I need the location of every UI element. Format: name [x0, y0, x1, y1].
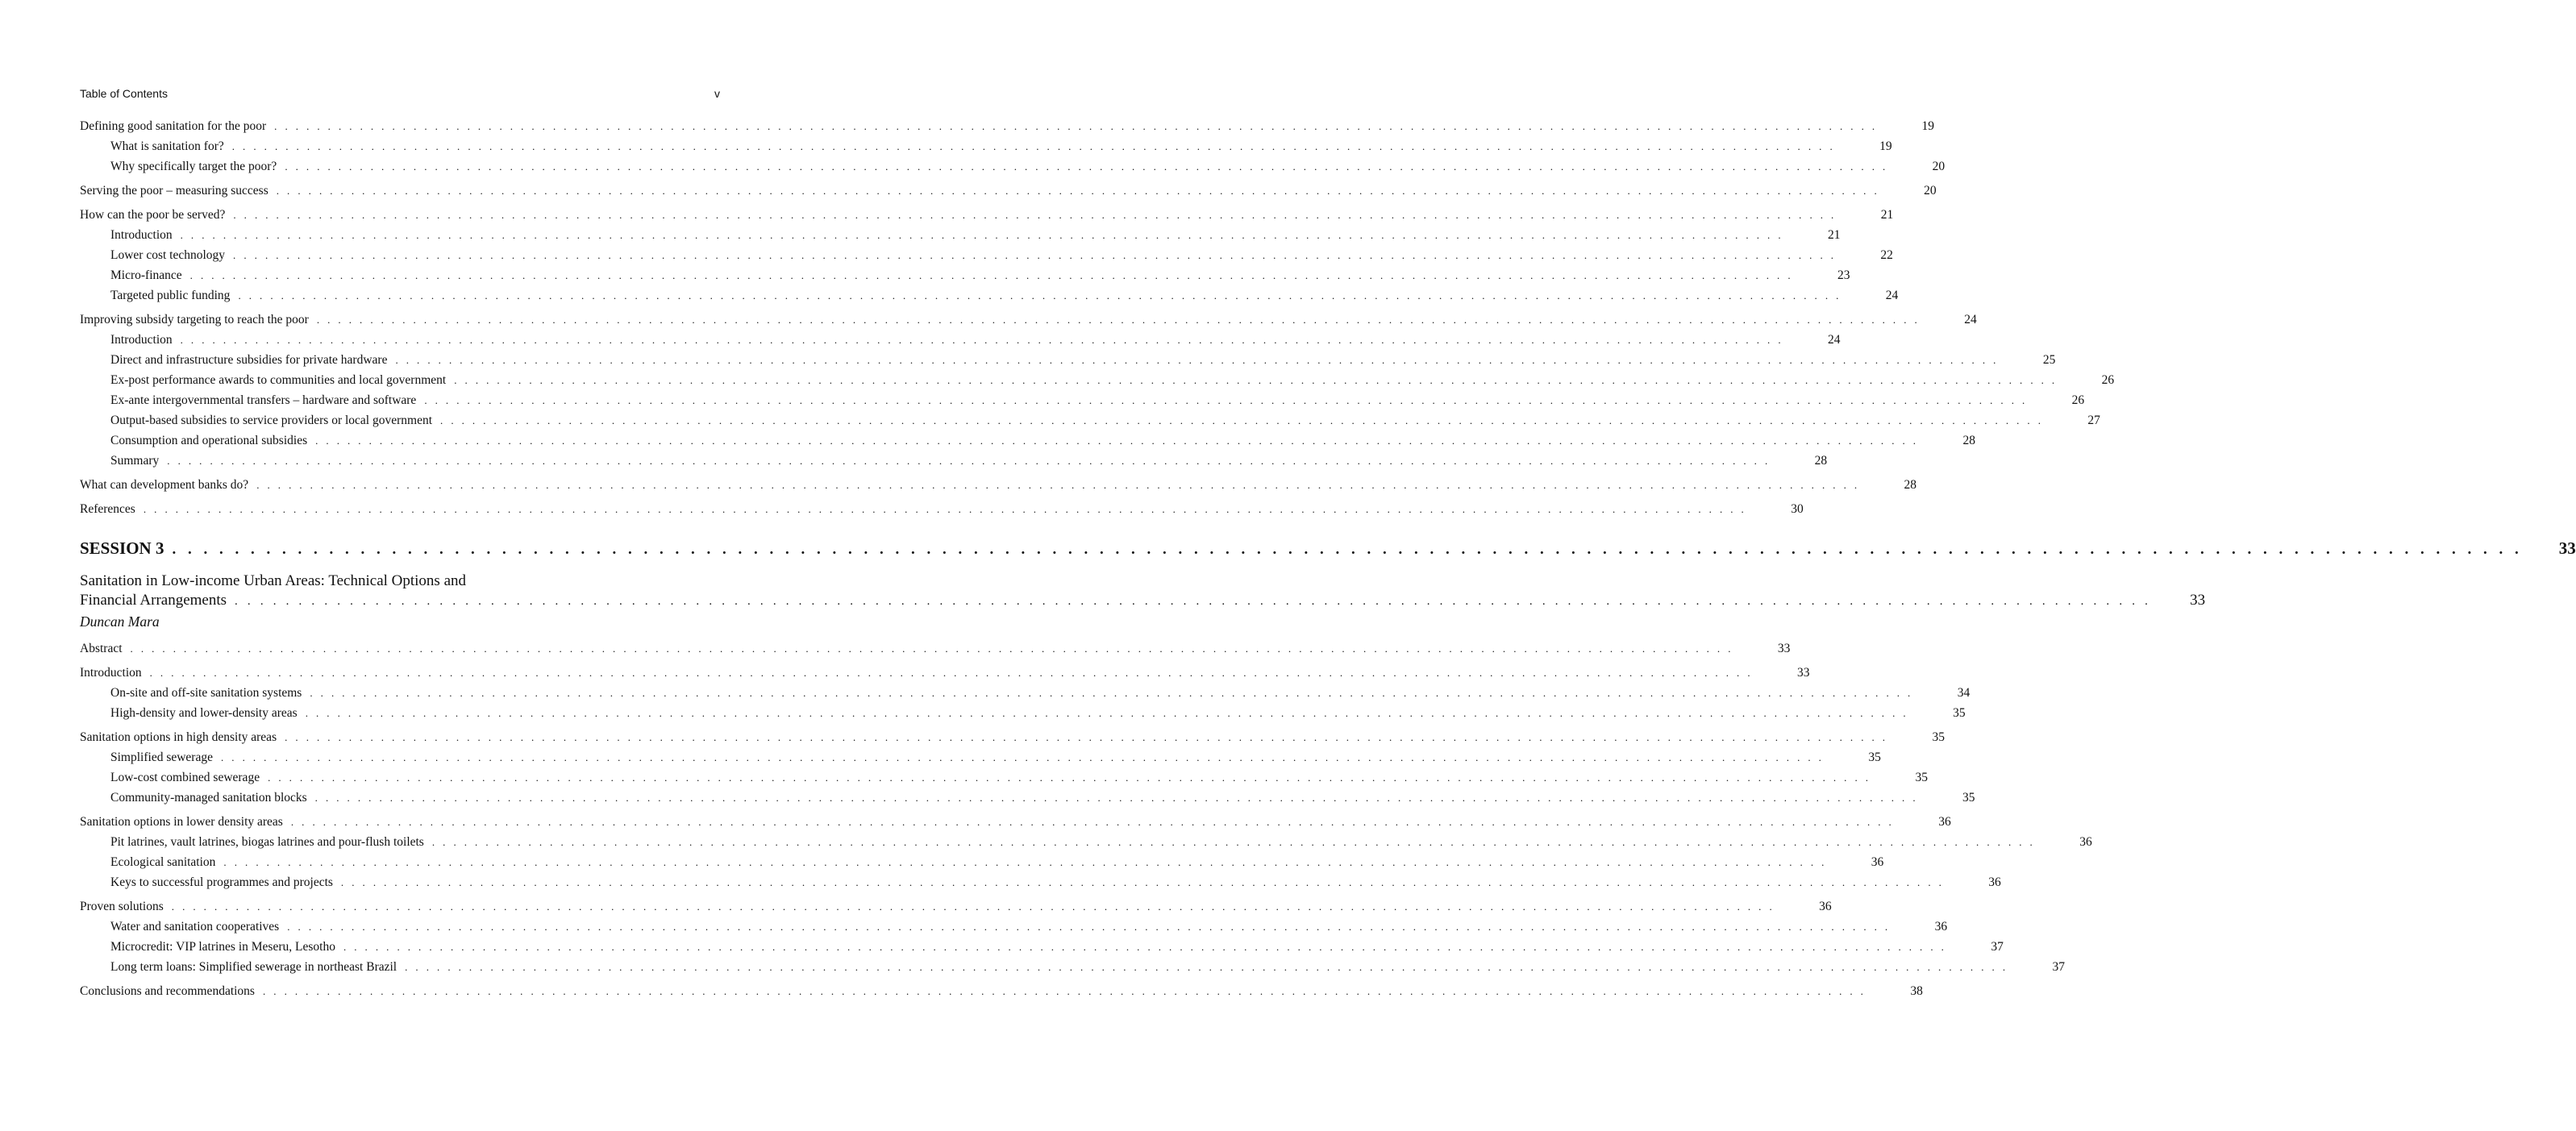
toc-entry-page: 33	[1777, 642, 1791, 655]
toc-entry[interactable]	[80, 896, 1832, 917]
toc-entry-title: Low-cost combined sewerage	[110, 771, 260, 784]
toc-entry-page: 35	[1932, 730, 1945, 744]
dot-leader: . . . . . . . . . . . . . . . . . . . . . . . . . . . . . . . . . . . . . . . . . . . . . . . . . . . . . . . . . . . . . . . . . . . . . . . . . . . . . . . . . . . . . . . . . . . . . . . . . . . . . . . . . . . . . . . . . . . . . . . . . . . . . . . . . . . . . . . . . . . . . . . . . . . . . .	[274, 120, 1878, 132]
dot-leader: . . . . . . . . . . . . . . . . . . . . . . . . . . . . . . . . . . . . . . . . . . . . . . . . . . . . . . . . . . . . . . . . . . . . . . . . . . . . . . . . . . . . . . . . . . . . . . . . . . . . . . . . . . . . . . . . . . . . . . . . . . . . . . . . . . . . . . . . . . . . . . . . . . . . . .	[256, 479, 1860, 491]
dot-leader: . . . . . . . . . . . . . . . . . . . . . . . . . . . . . . . . . . . . . . . . . . . . . . . . . . . . . . . . . . . . . . . . . . . . . . . . . . . . . . . . . . . . . . . . . . . . . . . . . . . . . . . . . . . . . . . . . . . . . . . . . . . . . . . . . . . . . . . . . . . . . . . . . . . . . .	[424, 394, 2028, 406]
toc-entry[interactable]	[80, 225, 1841, 245]
toc-entry-page: 20	[1924, 184, 1937, 198]
toc-entry[interactable]	[80, 310, 1977, 330]
toc-entry-title: Abstract	[80, 642, 123, 655]
dot-leader: . . . . . . . . . . . . . . . . . . . . . . . . . . . . . . . . . . . . . . . . . . . . . . . . . . . . . . . . . . . . . . . . . . . . . . . . . . . . . . . . . . . . . . . . . . . . . . . . . . . . . . . . . . . . . . . . . . . . . . . . . . . . . . . . . . . . . . . . . . . . . . . . . . . . . .	[231, 140, 1836, 152]
dot-leader: . . . . . . . . . . . . . . . . . . . . . . . . . . . . . . . . . . . . . . . . . . . . . . . . . . . . . . . . . . . . . . . . . . . . . . . . . . . . . . . . . . . . . . . . . . . . . . . . . . . . . . . . . . . . . . . . . . . . . . . . . . . . . . . . . . . . . . . . . . . . . . . . . . . . . .	[172, 541, 2523, 558]
toc-entry-page: 37	[1991, 940, 2004, 954]
toc-entry[interactable]	[80, 370, 2115, 390]
dot-leader: . . . . . . . . . . . . . . . . . . . . . . . . . . . . . . . . . . . . . . . . . . . . . . . . . . . . . . . . . . . . . . . . . . . . . . . . . . . . . . . . . . . . . . . . . . . . . . . . . . . . . . . . . . . . . . . . . . . . . . . . . . . . . . . . . . . . . . . . . . . . . . . . . . . . . .	[454, 374, 2058, 386]
toc-entry-page: 20	[1932, 160, 1946, 173]
chapter-page: 33	[2190, 592, 2206, 609]
dot-leader: . . . . . . . . . . . . . . . . . . . . . . . . . . . . . . . . . . . . . . . . . . . . . . . . . . . . . . . . . . . . . . . . . . . . . . . . . . . . . . . . . . . . . . . . . . . . . . . . . . . . . . . . . . . . . . . . . . . . . . . . . . . . . . . . . . . . . . . . . . . . . . . . . . . . . .	[285, 160, 1888, 173]
chapter-heading[interactable]	[80, 572, 2206, 630]
page-number: v	[714, 87, 720, 100]
toc-entry-page: 37	[2052, 960, 2065, 974]
running-header	[80, 87, 720, 100]
dot-leader: . . . . . . . . . . . . . . . . . . . . . . . . . . . . . . . . . . . . . . . . . . . . . . . . . . . . . . . . . . . . . . . . . . . . . . . . . . . . . . . . . . . . . . . . . . . . . . . . . . . . . . . . . . . . . . . . . . . . . . . . . . . . . . . . . . . . . . . . . . . . . . . . . . . . . .	[405, 961, 2008, 973]
toc-entry-page: 27	[2087, 414, 2100, 427]
toc-entry-title: Improving subsidy targeting to reach the poor	[80, 313, 309, 326]
toc-entry-page: 36	[2079, 835, 2092, 849]
toc-entry-page: 30	[1791, 502, 1804, 516]
toc-entry-title: Serving the poor – measuring success	[80, 184, 268, 198]
dot-leader: . . . . . . . . . . . . . . . . . . . . . . . . . . . . . . . . . . . . . . . . . . . . . . . . . . . . . . . . . . . . . . . . . . . . . . . . . . . . . . . . . . . . . . . . . . . . . . . . . . . . . . . . . . . . . . . . . . . . . . . . . . . . . . . . . . . . . . . . . . . . . . . . . . . . . .	[235, 595, 2152, 608]
toc-entry-page: 35	[1953, 706, 1966, 720]
chapter-title-line1: Sanitation in Low-income Urban Areas: Technical Options and	[80, 572, 467, 589]
toc-entry-title: Introduction	[110, 333, 173, 347]
toc-entry-title: Direct and infrastructure subsidies for private hardware	[110, 353, 388, 367]
dot-leader: . . . . . . . . . . . . . . . . . . . . . . . . . . . . . . . . . . . . . . . . . . . . . . . . . . . . . . . . . . . . . . . . . . . . . . . . . . . . . . . . . . . . . . . . . . . . . . . . . . . . . . . . . . . . . . . . . . . . . . . . . . . . . . . . . . . . . . . . . . . . . . . . . . . . . .	[395, 354, 1999, 366]
dot-leader: . . . . . . . . . . . . . . . . . . . . . . . . . . . . . . . . . . . . . . . . . . . . . . . . . . . . . . . . . . . . . . . . . . . . . . . . . . . . . . . . . . . . . . . . . . . . . . . . . . . . . . . . . . . . . . . . . . . . . . . . . . . . . . . . . . . . . . . . . . . . . . . . . . . . . .	[220, 751, 1825, 763]
dot-leader: . . . . . . . . . . . . . . . . . . . . . . . . . . . . . . . . . . . . . . . . . . . . . . . . . . . . . . . . . . . . . . . . . . . . . . . . . . . . . . . . . . . . . . . . . . . . . . . . . . . . . . . . . . . . . . . . . . . . . . . . . . . . . . . . . . . . . . . . . . . . . . . . . . . . . .	[171, 900, 1775, 913]
dot-leader: . . . . . . . . . . . . . . . . . . . . . . . . . . . . . . . . . . . . . . . . . . . . . . . . . . . . . . . . . . . . . . . . . . . . . . . . . . . . . . . . . . . . . . . . . . . . . . . . . . . . . . . . . . . . . . . . . . . . . . . . . . . . . . . . . . . . . . . . . . . . . . . . . . . . . .	[287, 921, 1891, 933]
toc-entry[interactable]	[80, 430, 1975, 451]
toc-entry[interactable]	[80, 767, 1928, 788]
toc-entry-title: Introduction	[110, 228, 173, 242]
toc-entry-title: Consumption and operational subsidies	[110, 434, 308, 447]
toc-entry[interactable]	[80, 475, 1917, 495]
toc-entry-title: What can development banks do?	[80, 478, 249, 492]
toc-entry-title: Output-based subsidies to service providers or local government	[110, 414, 433, 427]
dot-leader: . . . . . . . . . . . . . . . . . . . . . . . . . . . . . . . . . . . . . . . . . . . . . . . . . . . . . . . . . . . . . . . . . . . . . . . . . . . . . . . . . . . . . . . . . . . . . . . . . . . . . . . . . . . . . . . . . . . . . . . . . . . . . . . . . . . . . . . . . . . . . . . . . . . . . .	[143, 503, 1747, 515]
toc-entry-page: 28	[1904, 478, 1917, 492]
chapter-title-line2: Financial Arrangements	[80, 592, 227, 609]
toc-entry[interactable]	[80, 451, 1828, 471]
toc-entry-title: Proven solutions	[80, 900, 164, 913]
toc-entry-title: Community-managed sanitation blocks	[110, 791, 307, 805]
toc-entry-page: 36	[1938, 815, 1951, 829]
dot-leader: . . . . . . . . . . . . . . . . . . . . . . . . . . . . . . . . . . . . . . . . . . . . . . . . . . . . . . . . . . . . . . . . . . . . . . . . . . . . . . . . . . . . . . . . . . . . . . . . . . . . . . . . . . . . . . . . . . . . . . . . . . . . . . . . . . . . . . . . . . . . . . . . . . . . . .	[314, 792, 1919, 804]
toc-entry-page: 19	[1879, 139, 1892, 153]
toc-entry-title: Conclusions and recommendations	[80, 984, 255, 998]
toc-entry[interactable]	[80, 245, 1893, 265]
toc-entry-page: 36	[1819, 900, 1832, 913]
toc-entry[interactable]	[80, 683, 1970, 703]
toc-entry-title: Ecological sanitation	[110, 855, 216, 869]
toc-entry[interactable]	[80, 747, 1881, 767]
toc-entry-title: Long term loans: Simplified sewerage in northeast Brazil	[110, 960, 397, 974]
toc-entry[interactable]	[80, 156, 1946, 177]
dot-leader: . . . . . . . . . . . . . . . . . . . . . . . . . . . . . . . . . . . . . . . . . . . . . . . . . . . . . . . . . . . . . . . . . . . . . . . . . . . . . . . . . . . . . . . . . . . . . . . . . . . . . . . . . . . . . . . . . . . . . . . . . . . . . . . . . . . . . . . . . . . . . . . . . . . . . .	[167, 455, 1771, 467]
toc-entry-title: Targeted public funding	[110, 289, 231, 302]
dot-leader: . . . . . . . . . . . . . . . . . . . . . . . . . . . . . . . . . . . . . . . . . . . . . . . . . . . . . . . . . . . . . . . . . . . . . . . . . . . . . . . . . . . . . . . . . . . . . . . . . . . . . . . . . . . . . . . . . . . . . . . . . . . . . . . . . . . . . . . . . . . . . . . . . . . . . .	[233, 209, 1837, 221]
toc-entry-title: Introduction	[80, 666, 142, 680]
dot-leader: . . . . . . . . . . . . . . . . . . . . . . . . . . . . . . . . . . . . . . . . . . . . . . . . . . . . . . . . . . . . . . . . . . . . . . . . . . . . . . . . . . . . . . . . . . . . . . . . . . . . . . . . . . . . . . . . . . . . . . . . . . . . . . . . . . . . . . . . . . . . . . . . . . . . . .	[285, 731, 1888, 743]
toc-entry[interactable]	[80, 981, 1923, 1001]
toc-entry[interactable]	[80, 917, 1948, 937]
toc-entry[interactable]	[80, 727, 1945, 747]
toc-entry-title: Pit latrines, vault latrines, biogas latrines and pour-flush toilets	[110, 835, 424, 849]
dot-leader: . . . . . . . . . . . . . . . . . . . . . . . . . . . . . . . . . . . . . . . . . . . . . . . . . . . . . . . . . . . . . . . . . . . . . . . . . . . . . . . . . . . . . . . . . . . . . . . . . . . . . . . . . . . . . . . . . . . . . . . . . . . . . . . . . . . . . . . . . . . . . . . . . . . . . .	[316, 314, 1921, 326]
toc-entry[interactable]	[80, 285, 1899, 306]
toc-entry[interactable]	[80, 205, 1894, 225]
dot-leader: . . . . . . . . . . . . . . . . . . . . . . . . . . . . . . . . . . . . . . . . . . . . . . . . . . . . . . . . . . . . . . . . . . . . . . . . . . . . . . . . . . . . . . . . . . . . . . . . . . . . . . . . . . . . . . . . . . . . . . . . . . . . . . . . . . . . . . . . . . . . . . . . . . . . . .	[315, 435, 1919, 447]
dot-leader: . . . . . . . . . . . . . . . . . . . . . . . . . . . . . . . . . . . . . . . . . . . . . . . . . . . . . . . . . . . . . . . . . . . . . . . . . . . . . . . . . . . . . . . . . . . . . . . . . . . . . . . . . . . . . . . . . . . . . . . . . . . . . . . . . . . . . . . . . . . . . . . . . . . . . .	[431, 836, 2036, 848]
toc-entry-page: 36	[1988, 875, 2001, 889]
toc-entry[interactable]	[80, 788, 1975, 808]
running-title: Table of Contents	[80, 87, 168, 100]
toc-entry-page: 26	[2101, 373, 2115, 387]
toc-entry[interactable]	[80, 703, 1966, 723]
toc-entry-page: 22	[1880, 248, 1893, 262]
dot-leader: . . . . . . . . . . . . . . . . . . . . . . . . . . . . . . . . . . . . . . . . . . . . . . . . . . . . . . . . . . . . . . . . . . . . . . . . . . . . . . . . . . . . . . . . . . . . . . . . . . . . . . . . . . . . . . . . . . . . . . . . . . . . . . . . . . . . . . . . . . . . . . . . . . . . . .	[310, 687, 1913, 699]
toc-entry-page: 28	[1962, 434, 1975, 447]
dot-leader: . . . . . . . . . . . . . . . . . . . . . . . . . . . . . . . . . . . . . . . . . . . . . . . . . . . . . . . . . . . . . . . . . . . . . . . . . . . . . . . . . . . . . . . . . . . . . . . . . . . . . . . . . . . . . . . . . . . . . . . . . . . . . . . . . . . . . . . . . . . . . . . . . . . . . .	[189, 269, 1794, 281]
toc-entry[interactable]	[80, 265, 1850, 285]
toc-entry-title: Summary	[110, 454, 160, 468]
dot-leader: . . . . . . . . . . . . . . . . . . . . . . . . . . . . . . . . . . . . . . . . . . . . . . . . . . . . . . . . . . . . . . . . . . . . . . . . . . . . . . . . . . . . . . . . . . . . . . . . . . . . . . . . . . . . . . . . . . . . . . . . . . . . . . . . . . . . . . . . . . . . . . . . . . . . . .	[180, 229, 1783, 241]
toc-entry-title: Lower cost technology	[110, 248, 226, 262]
toc-entry[interactable]	[80, 181, 1937, 201]
toc-entry[interactable]	[80, 330, 1841, 350]
dot-leader: . . . . . . . . . . . . . . . . . . . . . . . . . . . . . . . . . . . . . . . . . . . . . . . . . . . . . . . . . . . . . . . . . . . . . . . . . . . . . . . . . . . . . . . . . . . . . . . . . . . . . . . . . . . . . . . . . . . . . . . . . . . . . . . . . . . . . . . . . . . . . . . . . . . . . .	[130, 642, 1733, 655]
toc-entry-title: Sanitation options in lower density areas	[80, 815, 283, 829]
toc-entry-page: 35	[1962, 791, 1975, 805]
toc-entry[interactable]	[80, 638, 1791, 659]
toc-entry-page: 21	[1880, 208, 1894, 222]
toc-entry-title: On-site and off-site sanitation systems	[110, 686, 302, 700]
dot-leader: . . . . . . . . . . . . . . . . . . . . . . . . . . . . . . . . . . . . . . . . . . . . . . . . . . . . . . . . . . . . . . . . . . . . . . . . . . . . . . . . . . . . . . . . . . . . . . . . . . . . . . . . . . . . . . . . . . . . . . . . . . . . . . . . . . . . . . . . . . . . . . . . . . . . . .	[305, 707, 1909, 719]
toc-entry-title: Sanitation options in high density areas	[80, 730, 277, 744]
toc-entry-title: Micro-finance	[110, 268, 182, 282]
toc-entry-title: Ex-ante intergovernmental transfers – hardware and software	[110, 393, 417, 407]
toc-entry-page: 24	[1964, 313, 1977, 326]
dot-leader: . . . . . . . . . . . . . . . . . . . . . . . . . . . . . . . . . . . . . . . . . . . . . . . . . . . . . . . . . . . . . . . . . . . . . . . . . . . . . . . . . . . . . . . . . . . . . . . . . . . . . . . . . . . . . . . . . . . . . . . . . . . . . . . . . . . . . . . . . . . . . . . . . . . . . .	[340, 876, 1945, 888]
toc-entry[interactable]	[80, 872, 2001, 892]
toc-section-3	[80, 638, 2092, 1001]
toc-entry[interactable]	[80, 832, 2092, 852]
dot-leader: . . . . . . . . . . . . . . . . . . . . . . . . . . . . . . . . . . . . . . . . . . . . . . . . . . . . . . . . . . . . . . . . . . . . . . . . . . . . . . . . . . . . . . . . . . . . . . . . . . . . . . . . . . . . . . . . . . . . . . . . . . . . . . . . . . . . . . . . . . . . . . . . . . . . . .	[290, 816, 1895, 828]
toc-entry[interactable]	[80, 957, 2065, 977]
dot-leader: . . . . . . . . . . . . . . . . . . . . . . . . . . . . . . . . . . . . . . . . . . . . . . . . . . . . . . . . . . . . . . . . . . . . . . . . . . . . . . . . . . . . . . . . . . . . . . . . . . . . . . . . . . . . . . . . . . . . . . . . . . . . . . . . . . . . . . . . . . . . . . . . . . . . . .	[223, 856, 1827, 868]
toc-entry-page: 35	[1915, 771, 1928, 784]
dot-leader: . . . . . . . . . . . . . . . . . . . . . . . . . . . . . . . . . . . . . . . . . . . . . . . . . . . . . . . . . . . . . . . . . . . . . . . . . . . . . . . . . . . . . . . . . . . . . . . . . . . . . . . . . . . . . . . . . . . . . . . . . . . . . . . . . . . . . . . . . . . . . . . . . . . . . .	[238, 289, 1841, 301]
dot-leader: . . . . . . . . . . . . . . . . . . . . . . . . . . . . . . . . . . . . . . . . . . . . . . . . . . . . . . . . . . . . . . . . . . . . . . . . . . . . . . . . . . . . . . . . . . . . . . . . . . . . . . . . . . . . . . . . . . . . . . . . . . . . . . . . . . . . . . . . . . . . . . . . . . . . . .	[440, 414, 2044, 426]
dot-leader: . . . . . . . . . . . . . . . . . . . . . . . . . . . . . . . . . . . . . . . . . . . . . . . . . . . . . . . . . . . . . . . . . . . . . . . . . . . . . . . . . . . . . . . . . . . . . . . . . . . . . . . . . . . . . . . . . . . . . . . . . . . . . . . . . . . . . . . . . . . . . . . . . . . . . .	[268, 771, 1871, 784]
toc-entry-page: 26	[2071, 393, 2085, 407]
toc-entry-title: Defining good sanitation for the poor	[80, 119, 267, 133]
toc-entry-page: 24	[1827, 333, 1841, 347]
toc-entry-title: Keys to successful programmes and projects	[110, 875, 333, 889]
toc-entry-page: 19	[1921, 119, 1935, 133]
dot-leader: . . . . . . . . . . . . . . . . . . . . . . . . . . . . . . . . . . . . . . . . . . . . . . . . . . . . . . . . . . . . . . . . . . . . . . . . . . . . . . . . . . . . . . . . . . . . . . . . . . . . . . . . . . . . . . . . . . . . . . . . . . . . . . . . . . . . . . . . . . . . . . . . . . . . . .	[180, 334, 1783, 346]
toc-entry[interactable]	[80, 663, 1810, 683]
toc-entry[interactable]	[80, 852, 1884, 872]
dot-leader: . . . . . . . . . . . . . . . . . . . . . . . . . . . . . . . . . . . . . . . . . . . . . . . . . . . . . . . . . . . . . . . . . . . . . . . . . . . . . . . . . . . . . . . . . . . . . . . . . . . . . . . . . . . . . . . . . . . . . . . . . . . . . . . . . . . . . . . . . . . . . . . . . . . . . .	[343, 941, 1947, 953]
session-page: 33	[2558, 538, 2576, 558]
chapter-author: Duncan Mara	[80, 613, 160, 630]
toc-entry-title: How can the poor be served?	[80, 208, 226, 222]
toc-entry-page: 28	[1814, 454, 1828, 468]
toc-entry[interactable]	[80, 410, 2100, 430]
toc-entry-title: Simplified sewerage	[110, 751, 213, 764]
toc-entry-title: Microcredit: VIP latrines in Meseru, Lesotho	[110, 940, 335, 954]
toc-entry[interactable]	[80, 116, 1935, 136]
toc-entry-title: Ex-post performance awards to communities and local government	[110, 373, 447, 387]
toc-entry-page: 21	[1827, 228, 1841, 242]
dot-leader: . . . . . . . . . . . . . . . . . . . . . . . . . . . . . . . . . . . . . . . . . . . . . . . . . . . . . . . . . . . . . . . . . . . . . . . . . . . . . . . . . . . . . . . . . . . . . . . . . . . . . . . . . . . . . . . . . . . . . . . . . . . . . . . . . . . . . . . . . . . . . . . . . . . . . .	[262, 985, 1866, 997]
toc-entry[interactable]	[80, 937, 2004, 957]
toc-entry-page: 33	[1796, 666, 1810, 680]
toc-entry[interactable]	[80, 390, 2085, 410]
toc-entry-title: Water and sanitation cooperatives	[110, 920, 280, 933]
toc-entry[interactable]	[80, 350, 2056, 370]
dot-leader: . . . . . . . . . . . . . . . . . . . . . . . . . . . . . . . . . . . . . . . . . . . . . . . . . . . . . . . . . . . . . . . . . . . . . . . . . . . . . . . . . . . . . . . . . . . . . . . . . . . . . . . . . . . . . . . . . . . . . . . . . . . . . . . . . . . . . . . . . . . . . . . . . . . . . .	[233, 249, 1837, 261]
toc-entry[interactable]	[80, 812, 1951, 832]
toc-entry-title: What is sanitation for?	[110, 139, 224, 153]
toc-entry-page: 24	[1885, 289, 1899, 302]
toc-entry-title: References	[80, 502, 135, 516]
session-heading[interactable]	[80, 538, 2576, 559]
toc-entry-page: 36	[1871, 855, 1884, 869]
toc-entry-title: Why specifically target the poor?	[110, 160, 277, 173]
toc-entry-title: High-density and lower-density areas	[110, 706, 298, 720]
toc-entry-page: 36	[1934, 920, 1948, 933]
dot-leader: . . . . . . . . . . . . . . . . . . . . . . . . . . . . . . . . . . . . . . . . . . . . . . . . . . . . . . . . . . . . . . . . . . . . . . . . . . . . . . . . . . . . . . . . . . . . . . . . . . . . . . . . . . . . . . . . . . . . . . . . . . . . . . . . . . . . . . . . . . . . . . . . . . . . . .	[276, 185, 1880, 197]
toc-entry-page: 34	[1957, 686, 1970, 700]
toc-entry-page: 38	[1910, 984, 1923, 998]
toc-entry-page: 23	[1837, 268, 1850, 282]
dot-leader: . . . . . . . . . . . . . . . . . . . . . . . . . . . . . . . . . . . . . . . . . . . . . . . . . . . . . . . . . . . . . . . . . . . . . . . . . . . . . . . . . . . . . . . . . . . . . . . . . . . . . . . . . . . . . . . . . . . . . . . . . . . . . . . . . . . . . . . . . . . . . . . . . . . . . .	[149, 667, 1753, 679]
toc-entry-page: 35	[1868, 751, 1881, 764]
toc-section-2	[80, 116, 2115, 519]
toc-entry[interactable]	[80, 499, 1804, 519]
toc-entry[interactable]	[80, 136, 1892, 156]
toc-entry-page: 25	[2042, 353, 2056, 367]
session-label: SESSION 3	[80, 538, 164, 558]
